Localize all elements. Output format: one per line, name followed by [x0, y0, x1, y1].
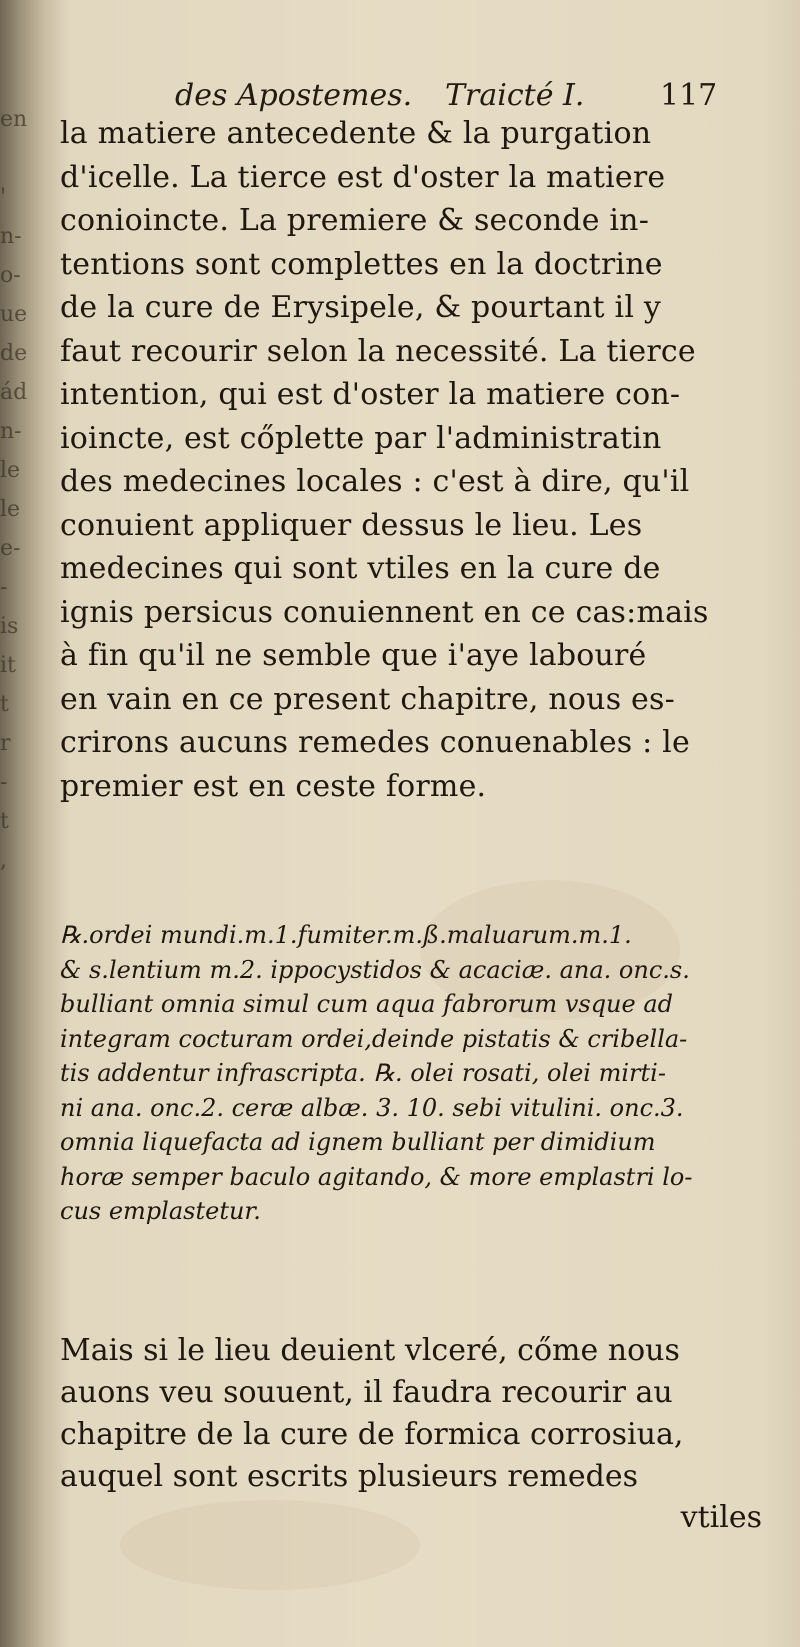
recipe-line: tis addentur infrascripta. ℞. olei rosati, olei mirti-	[60, 1059, 666, 1087]
recipe-line: ni ana. onc.2. ceræ albæ. 3. 10. sebi vitulini. onc.3.	[60, 1093, 684, 1122]
text-line: en vain en ce present chapitre, nous es-	[60, 681, 675, 717]
page-number: 117	[660, 78, 718, 113]
gutter-fragment: e-	[0, 536, 21, 561]
latin-recipe	[60, 918, 775, 1229]
recipe-line: cus emplastetur.	[60, 1197, 261, 1225]
gutter-fragment: ue	[0, 302, 28, 327]
gutter-fragment: t	[0, 692, 9, 717]
gutter-fragment: -	[0, 770, 8, 795]
text-line: à fin qu'il ne semble que i'aye labouré	[60, 638, 647, 673]
recipe-line: bulliant omnia simul cum aqua fabrorum vsque ad	[60, 990, 674, 1018]
text-line: d'icelle. La tierce est d'oster la matiere	[60, 159, 666, 195]
recipe-line: integram cocturam ordei,deinde pistatis & cribella-	[60, 1024, 688, 1053]
gutter-fragment	[0, 880, 40, 919]
text-line: chapitre de la cure de formica corrosiua,	[60, 1417, 684, 1452]
recipe-line: omnia liquefacta ad ignem bulliant per dimidium	[60, 1128, 656, 1156]
gutter-fragment: r	[0, 731, 11, 756]
gutter-fragment: le	[0, 497, 21, 522]
gutter-fragment: '	[0, 185, 7, 210]
gutter-fragment: it	[0, 653, 16, 678]
gutter-fragment: is	[0, 614, 19, 639]
catchword: vtiles	[680, 1500, 762, 1535]
gutter-fragment	[0, 139, 40, 178]
text-line: premier est en ceste forme.	[60, 768, 487, 804]
gutter-fragment: t	[0, 809, 9, 834]
recipe-line: & s.lentium m.2. ippocystidos & acaciæ. ana. onc.s.	[60, 955, 690, 984]
text-line: medecines qui sont vtiles en la cure de	[60, 551, 661, 586]
paper-stain	[120, 1500, 420, 1590]
text-line: des medecines locales : c'est à dire, qu'il	[60, 464, 690, 499]
gutter-fragment: ,	[0, 848, 7, 873]
gutter-fragment: -	[0, 575, 8, 600]
text-line: la matiere antecedente & la purgation	[60, 116, 652, 151]
text-line: de la cure de Erysipele, & pourtant il y	[60, 290, 662, 325]
gutter-fragment	[0, 919, 40, 958]
recipe-line: ℞.ordei mundi.m.1.fumiter.m.ß.maluarum.m.1.	[60, 921, 632, 949]
body-paragraph	[60, 112, 760, 808]
gutter-fragment: de	[0, 341, 28, 366]
text-line: conuient appliquer dessus le lieu. Les	[60, 507, 643, 543]
text-line: tentions sont complettes en la doctrine	[60, 246, 663, 282]
gutter-fragment: n-	[0, 224, 22, 249]
text-line: conioincte. La premiere & seconde in-	[60, 203, 650, 238]
recipe-line: horæ semper baculo agitando, & more emplastri lo-	[60, 1162, 693, 1191]
gutter-fragment: ád	[0, 380, 28, 405]
running-head-title: des Apostemes.	[175, 78, 413, 113]
text-line: intention, qui est d'oster la matiere con-	[60, 377, 681, 412]
gutter-fragment	[0, 958, 40, 997]
text-line: auons veu souuent, il faudra recourir au	[60, 1375, 673, 1410]
gutter-fragment: le	[0, 458, 21, 483]
text-line: faut recourir selon la necessité. La tierce	[60, 333, 696, 369]
gutter-fragment: o-	[0, 263, 21, 288]
gutter-fragment: en	[0, 107, 28, 132]
text-line: ioincte, est cőplette par l'administratin	[60, 420, 662, 456]
text-line: auquel sont escrits plusieurs remedes	[60, 1459, 638, 1494]
text-line: crirons aucuns remedes conuenables : le	[60, 725, 690, 760]
running-head	[175, 72, 775, 116]
gutter-fragment: n-	[0, 419, 22, 444]
running-head-treatise: Traicté I.	[445, 78, 585, 113]
text-line: ignis persicus conuiennent en ce cas:mais	[60, 594, 709, 630]
closing-paragraph	[60, 1330, 770, 1498]
gutter-bleed-text	[0, 100, 40, 997]
text-line: Mais si le lieu deuient vlceré, cőme nous	[60, 1333, 680, 1368]
